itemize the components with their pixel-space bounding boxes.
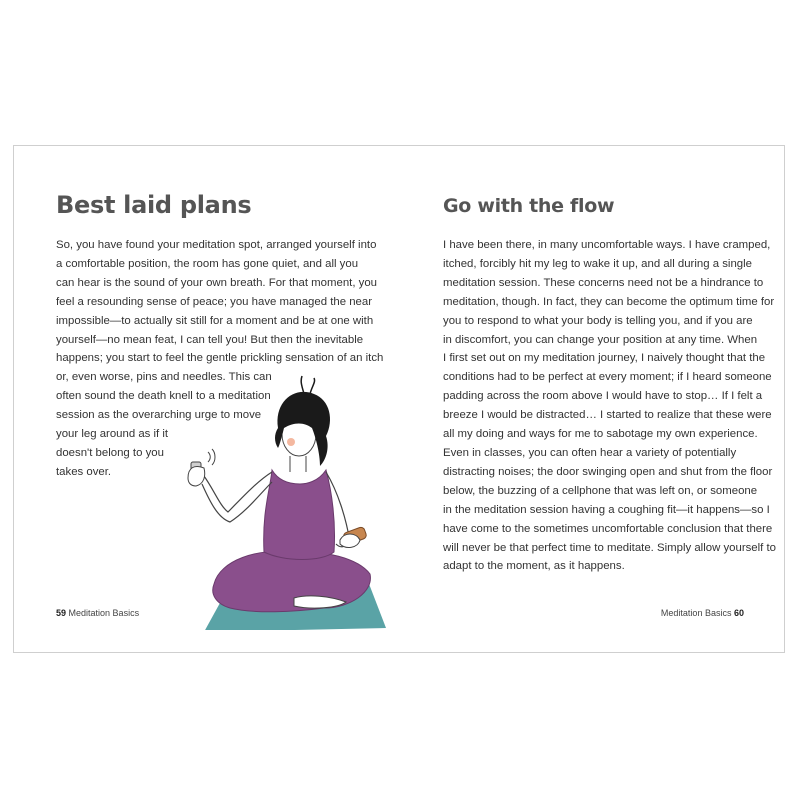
body-line: in discomfort, you can change your position at any time. When: [443, 333, 758, 346]
body-line: impossible—to actually sit still for a moment and be at one with: [56, 314, 374, 327]
body-line: takes over.: [56, 465, 112, 478]
right-page-number: 60: [733, 608, 744, 618]
body-line: happens; you start to feel the gentle prickling sensation of an itch: [56, 352, 384, 365]
body-line: doesn't belong to you: [56, 446, 164, 459]
body-line: meditation, though. In fact, they can become the optimum time for: [443, 295, 775, 308]
right-body-text: [443, 236, 776, 576]
body-line: your leg around as if it: [56, 428, 169, 441]
body-line: padding across the room above I would have to stop… If I felt a: [443, 390, 763, 403]
body-line: all my doing and ways for me to sabotage my own experience.: [443, 428, 758, 441]
body-line: a comfortable position, the room has gone quiet, and all you: [56, 257, 359, 270]
body-line: So, you have found your meditation spot, arranged yourself into: [56, 239, 377, 251]
right-heading: Go with the flow: [443, 195, 615, 217]
body-line: session as the overarching urge to move: [56, 409, 262, 422]
meditating-woman-illustration: [174, 372, 386, 630]
body-line: meditation session. These concerns need not be a hindrance to: [443, 276, 764, 289]
body-line: adapt to the moment, as it happens.: [443, 560, 625, 573]
body-line: will never be that perfect time to meditate. Simply allow yourself to: [443, 541, 777, 554]
left-heading: Best laid plans: [56, 191, 252, 219]
body-line: or, even worse, pins and needles. This can: [56, 371, 272, 384]
torso: [264, 470, 335, 560]
left-section-label: Meditation Basics: [68, 608, 140, 618]
right-hand: [340, 534, 360, 547]
body-line: often sound the death knell to a meditation: [56, 390, 271, 403]
cheek-blush: [287, 438, 295, 446]
left-folio: [56, 608, 139, 618]
body-line: in the meditation session having a coughing fit—it happens—so I: [443, 503, 770, 516]
left-page-number: 59: [56, 608, 67, 618]
body-line: can hear is the sound of your own breath. For that moment, you: [56, 276, 378, 289]
right-page: [400, 146, 786, 652]
body-line: feel a resounding sense of peace; you have managed the near: [56, 295, 373, 308]
left-page: [14, 146, 400, 652]
body-line: breeze I would be distracted… I started to realize that these were: [443, 409, 772, 422]
body-line: I first set out on my meditation journey, I naively thought that the: [443, 352, 766, 365]
body-line: below, the buzzing of a cellphone that was left on, or someone: [443, 484, 758, 497]
body-line: conditions had to be perfect at every moment; if I heard someone: [443, 371, 772, 384]
body-line: Even in classes, you can often hear a variety of potentially: [443, 446, 737, 459]
body-line: have come to the sometimes uncomfortable conclusion that there: [443, 522, 773, 535]
body-line: I have been there, in many uncomfortable ways. I have cramped,: [443, 239, 771, 251]
body-line: you to respond to what your body is telling you, and if you are: [443, 314, 753, 327]
crossed-legs: [213, 551, 371, 612]
body-line: itched, forcibly hit my leg to wake it up, and all during a single: [443, 257, 752, 270]
hand: [188, 466, 205, 486]
body-line: yourself—no mean feat, I can tell you! But then the inevitable: [56, 333, 364, 346]
right-folio: [661, 608, 744, 618]
vibration-lines: [208, 449, 215, 465]
body-line: distracting noises; the door swinging open and shut from the floor: [443, 465, 773, 478]
right-section-label: Meditation Basics: [660, 608, 732, 618]
neck: [290, 456, 306, 472]
hair-strand: [301, 376, 314, 394]
book-spread: [13, 145, 785, 653]
